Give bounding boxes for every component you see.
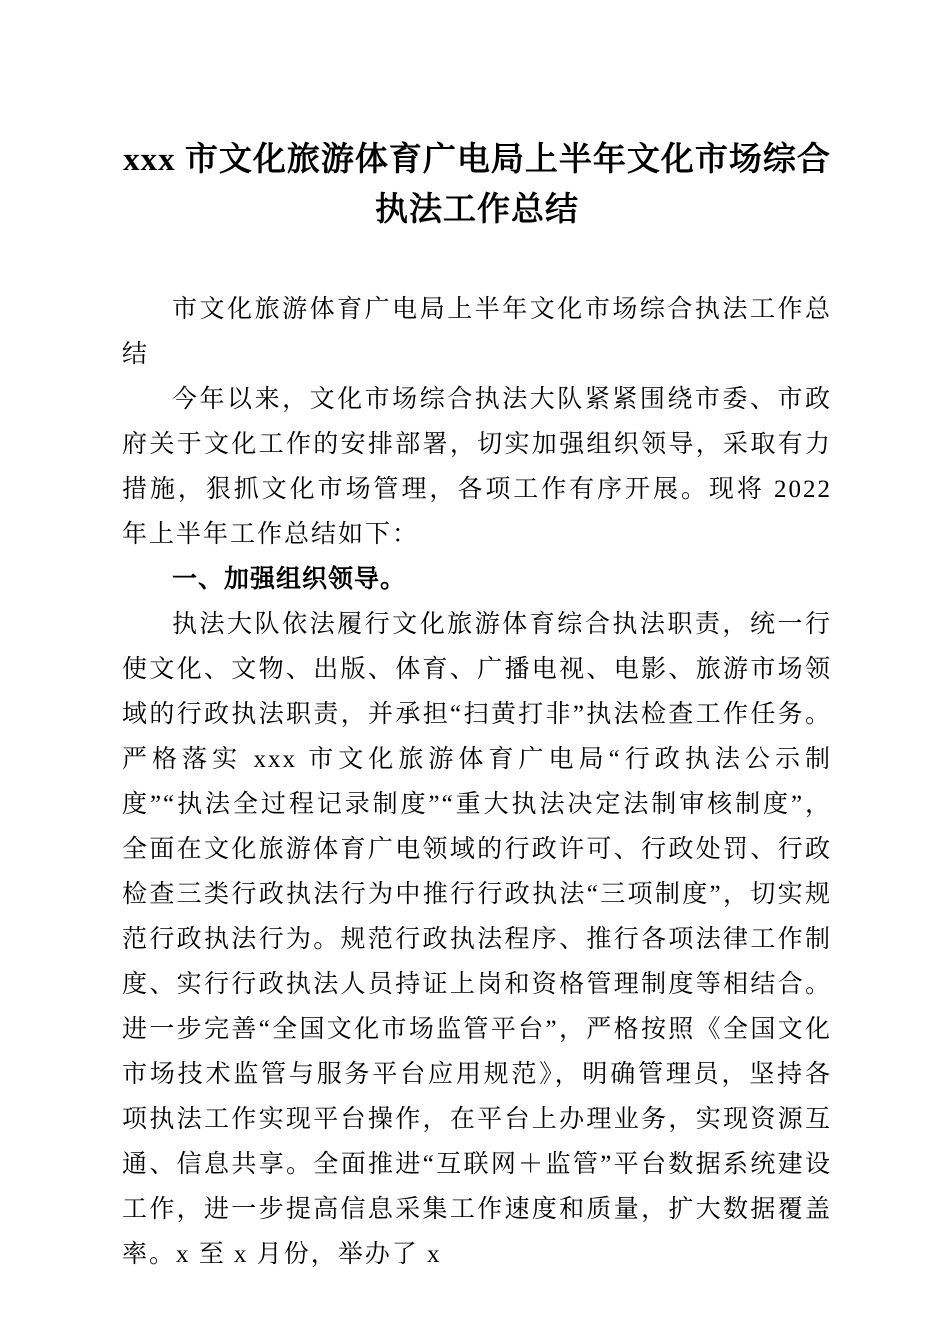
document-title: xxx 市文化旅游体育广电局上半年文化市场综合执法工作总结 bbox=[123, 142, 831, 228]
document-body bbox=[122, 287, 832, 1277]
section-heading: 一、加强组织领导。 bbox=[172, 565, 407, 593]
paragraph-subtitle: 市文化旅游体育广电局上半年文化市场综合执法工作总结 bbox=[122, 296, 832, 368]
paragraph-intro: 今年以来，文化市场综合执法大队紧紧围绕市委、市政府关于文化工作的安排部署，切实加强组织领导，采取有力措施，狠抓文化市场管理，各项工作有序开展。现将 2022 年上半年工作总结如下： bbox=[122, 386, 832, 548]
paragraph-body: 执法大队依法履行文化旅游体育综合执法职责，统一行使文化、文物、出版、体育、广播电视、电影、旅游市场领域的行政执法职责，并承担“扫黄打非”执法检查工作任务。严格落实 xxx 市文化旅游体育广电局“行政执法公示制度”“执法全过程记录制度”“重大执法决定法制审核制度”，全面在文化旅游体育广电领域的行政许可、行政处罚、行政检查三类行政执法行为中推行行政执法“三项制度”，切实规范行政执法行为。规范行政执法程序、推行各项法律工作制度、实行行政执法人员持证上岗和资格管理制度等相结合。进一步完善“全国文化市场监管平台”，严格按照《全国文化市场技术监管与服务平台应用规范》，明确管理员，坚持各项执法工作实现平台操作，在平台上办理业务，实现资源互通、信息共享。全面推进“互联网＋监管”平台数据系统建设工作，进一步提高信息采集工作速度和质量，扩大数据覆盖率。x 至 x 月份，举办了 x bbox=[122, 611, 832, 1268]
